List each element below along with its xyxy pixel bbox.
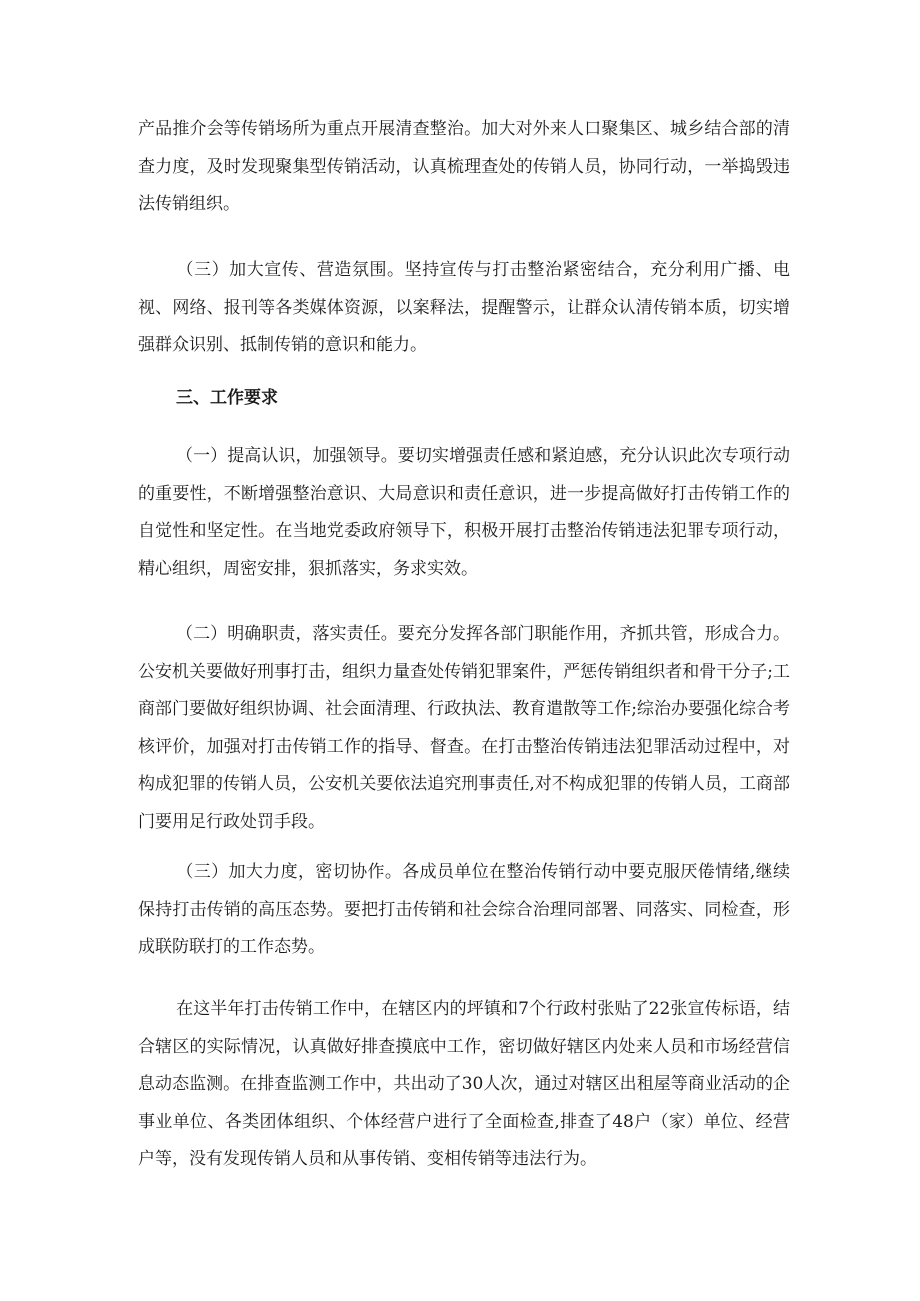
paragraph-clearance-continuation: 产品推介会等传销场所为重点开展清查整治。加大对外来人口聚集区、城乡结合部的清查力度，及时发现聚集型传销活动，认真梳理查处的传销人员，协同行动，一举捣毁违法传销组织。 <box>138 119 790 214</box>
section-heading-work-requirements: 三、工作要求 <box>176 388 278 408</box>
paragraph-publicity: （三）加大宣传、营造氛围。坚持宣传与打击整治紧密结合，充分利用广播、电视、网络、报刊等各类媒体资源，以案释法，提醒警示，让群众认清传销本质，切实增强群众识别、抵制传销的意识和能力。 <box>138 260 790 355</box>
paragraph-raise-awareness: （一）提高认识，加强领导。要切实增强责任感和紧迫感，充分认识此次专项行动的重要性，不断增强整治意识、大局意识和责任意识，进一步提高做好打击传销工作的自觉性和坚定性。在当地党委政府领导下，积极开展打击整治传销违法犯罪专项行动，精心组织，周密安排，狠抓落实，务求实效。 <box>138 446 790 579</box>
paragraph-half-year-summary: 在这半年打击传销工作中，在辖区内的坪镇和7个行政村张贴了22张宣传标语，结合辖区的实际情况，认真做好排查摸底中工作，密切做好辖区内处来人员和市场经营信息动态监测。在排查监测工作中，共出动了30人次，通过对辖区出租屋等商业活动的企事业单位、各类团体组织、个体经营户进行了全面检查,排查了48户（家）单位、经营户等，没有发现传销人员和从事传销、变相传销等违法行为。 <box>138 999 790 1169</box>
paragraph-responsibilities: （二）明确职责，落实责任。要充分发挥各部门职能作用，齐抓共管，形成合力。公安机关要做好刑事打击，组织力量查处传销犯罪案件，严惩传销组织者和骨干分子;工商部门要做好组织协调、社会面清理、行政执法、教育遣散等工作;综治办要强化综合考核评价，加强对打击传销工作的指导、督查。在打击整治传销违法犯罪活动过程中，对构成犯罪的传销人员，公安机关要依法追究刑事责任,对不构成犯罪的传销人员，工商部门要用足行政处罚手段。 <box>138 624 790 832</box>
paragraph-cooperation: （三）加大力度，密切协作。各成员单位在整治传销行动中要克服厌倦情绪,继续保持打击传销的高压态势。要把打击传销和社会综合治理同部署、同落实、同检查，形成联防联打的工作态势。 <box>138 862 790 957</box>
